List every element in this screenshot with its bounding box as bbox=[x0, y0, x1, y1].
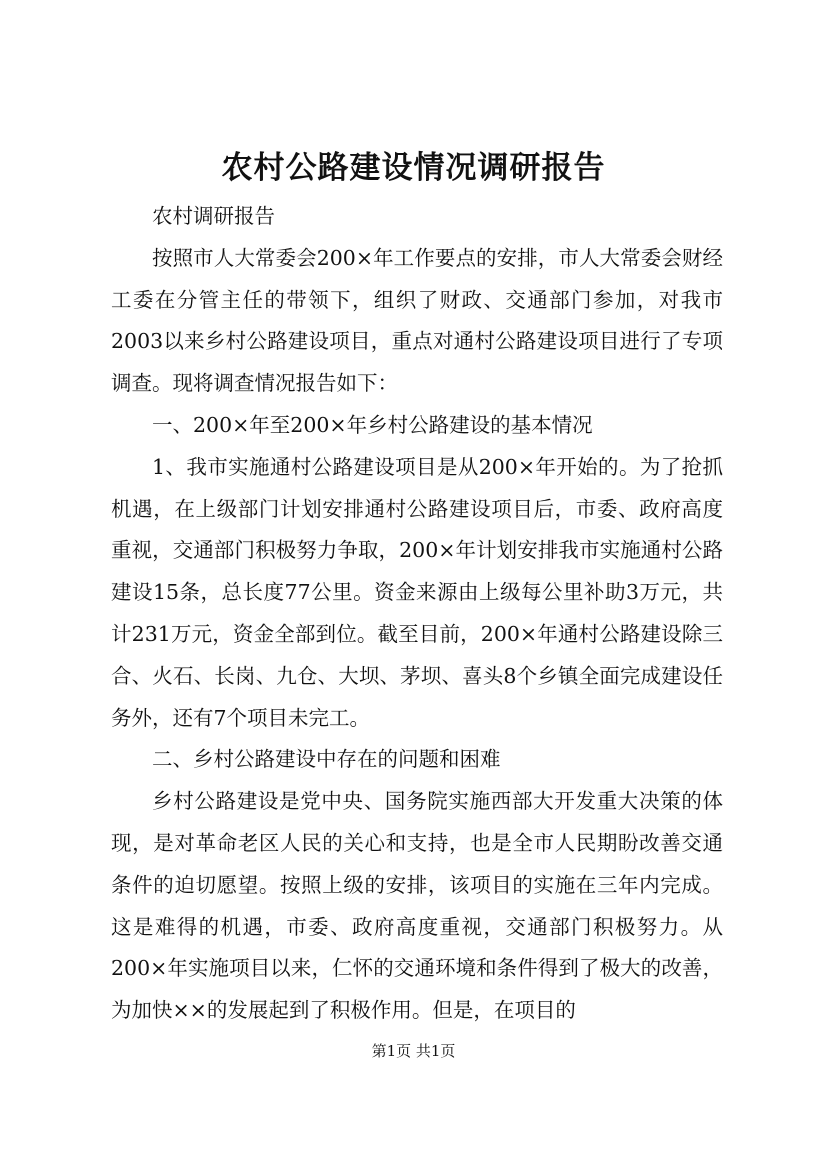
paragraph-section-2: 乡村公路建设是党中央、国务院实施西部大开发重大决策的体现，是对革命老区人民的关心和支持，也是全市人民期盼改善交通条件的迫切愿望。按照上级的安排，该项目的实施在三年内完成。这是难得的机遇，市委、政府高度重视，交通部门积极努力。从200×年实施项目以来，仁怀的交通环境和条件得到了极大的改善，为加快××的发展起到了积极作用。但是，在项目的 bbox=[111, 789, 723, 1023]
page-footer: 第1页 共1页 bbox=[371, 1042, 456, 1060]
section-heading-2: 二、乡村公路建设中存在的问题和困难 bbox=[152, 747, 501, 772]
document-body bbox=[111, 196, 723, 1032]
paragraph-subtitle: 农村调研报告 bbox=[152, 204, 275, 228]
paragraph-intro: 按照市人大常委会200×年工作要点的安排，市人大常委会财经工委在分管主任的带领下，组织了财政、交通部门参加，对我市2003以来乡村公路建设项目，重点对通村公路建设项目进行了专项调查。现将调查情况报告如下： bbox=[111, 245, 723, 396]
section-heading-1: 一、200×年至200×年乡村公路建设的基本情况 bbox=[152, 412, 593, 437]
paragraph-section-1: 1、我市实施通村公路建设项目是从200×年开始的。为了抢抓机遇，在上级部门计划安排通村公路建设项目后，市委、政府高度重视，交通部门积极努力争取，200×年计划安排我市实施通村公路建设15条，总长度77公里。资金来源由上级每公里补助3万元，共计231万元，资金全部到位。截至目前，200×年通村公路建设除三合、火石、长岗、九仓、大坝、茅坝、喜头8个乡镇全面完成建设任务外，还有7个项目未完工。 bbox=[111, 454, 723, 730]
document-title: 农村公路建设情况调研报告 bbox=[221, 150, 606, 186]
